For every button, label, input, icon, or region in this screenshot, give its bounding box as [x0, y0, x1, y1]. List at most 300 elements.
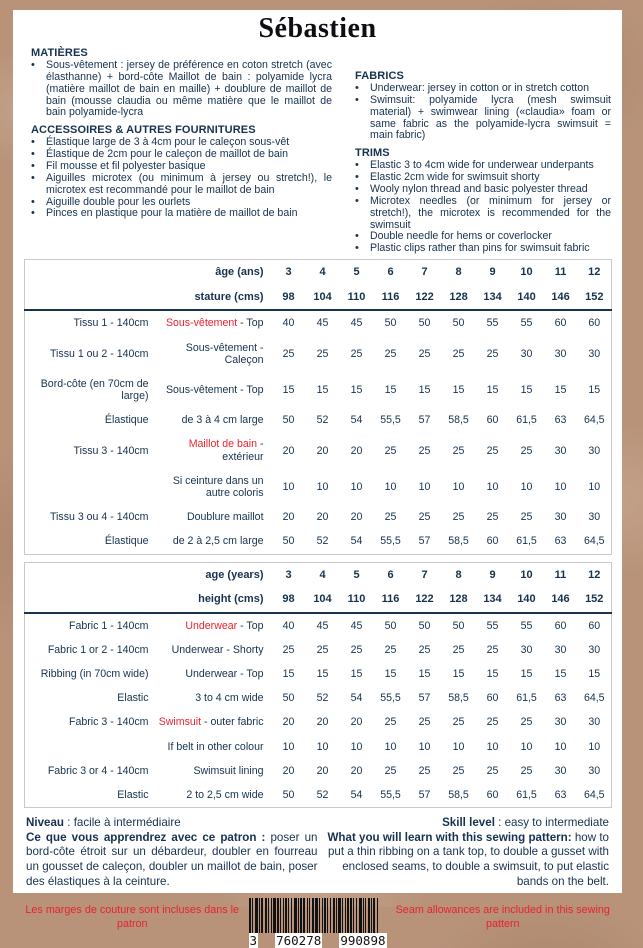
cell-value: 20	[316, 444, 329, 457]
barcode-bar	[298, 898, 299, 933]
header-value: 12	[588, 266, 601, 279]
row-description: de 2 à 2,5 cm large	[172, 535, 264, 548]
cell-value: 25	[486, 511, 499, 524]
english-materials-column	[332, 70, 611, 259]
fabrics-list	[348, 83, 611, 142]
table-row	[25, 408, 612, 432]
barcode-bar	[368, 898, 370, 933]
cell-value: 63	[554, 535, 567, 548]
cell-value: 30	[554, 347, 567, 360]
cell-value: 15	[384, 384, 397, 397]
row-description: 2 to 2,5 cm wide	[186, 789, 264, 801]
barcode	[249, 898, 387, 948]
row-label: Fabric 3 or 4 - 140cm	[47, 764, 149, 777]
cell-value: 25	[384, 444, 397, 457]
row-label	[25, 735, 157, 759]
row-label: Tissu 3 ou 4 - 140cm	[49, 511, 149, 524]
cell-value: 55,5	[380, 692, 401, 705]
matieres-list	[24, 60, 332, 119]
trims-list	[348, 160, 611, 255]
cell-value: 15	[282, 384, 295, 397]
cell-value: 20	[316, 511, 329, 524]
row-label: Ribbing (in 70cm wide)	[40, 668, 149, 681]
cell-value: 15	[520, 668, 533, 681]
barcode-bar	[303, 898, 305, 933]
barcode-digits	[249, 933, 387, 948]
learn-paragraph	[26, 831, 318, 889]
list-item: • Sous-vêtement : jersey de préférence en coton stretch (avec élasthanne) + bord-côte Maillot de bain : polyamide lycra (matière maillot de bain en maille) + doublure de maillot de bain (mousse claudia ou même matière que le maillot de bain polyamide-lycra	[24, 60, 332, 119]
header-value: 7	[421, 568, 428, 581]
matieres-heading: MATIÈRES	[31, 47, 88, 59]
header-value: 146	[551, 290, 570, 303]
cell-value: 30	[554, 444, 567, 457]
cell-value: 40	[282, 619, 295, 632]
cell-value: 25	[384, 716, 397, 729]
cell-value: 45	[350, 619, 363, 632]
trims-heading: TRIMS	[355, 147, 390, 160]
table-row	[25, 735, 612, 759]
table-row	[25, 432, 612, 468]
cell-value: 25	[520, 444, 533, 457]
barcode-bar	[307, 898, 308, 933]
barcode-bar	[327, 898, 328, 933]
list-item: • Underwear: jersey in cotton or in stretch cotton	[348, 83, 611, 95]
cell-value: 10	[452, 480, 465, 493]
list-item: • Élastique de 2cm pour le caleçon de maillot de bain	[24, 149, 332, 161]
cell-value: 15	[588, 668, 601, 681]
barcode-bar	[347, 898, 349, 933]
cell-value: 61,5	[516, 414, 537, 427]
cell-value: 20	[282, 444, 295, 457]
barcode-bar	[255, 898, 258, 933]
learn-label: What you will learn with this sewing pattern:	[327, 830, 572, 844]
cell-value: 30	[588, 716, 601, 729]
header-value: 4	[319, 266, 326, 279]
header-value: 146	[551, 593, 570, 606]
cell-value: 10	[350, 480, 363, 493]
table-row	[25, 710, 612, 734]
cell-value: 15	[554, 668, 567, 681]
cell-value: 25	[384, 764, 397, 777]
header-value: 7	[421, 266, 428, 279]
barcode-bar	[285, 898, 287, 933]
row-label	[25, 469, 157, 505]
cell-value: 64,5	[583, 692, 605, 705]
french-materials-column	[24, 47, 332, 259]
cell-value: 10	[350, 740, 363, 753]
cell-value: 10	[316, 480, 329, 493]
list-item: • Wooly nylon thread and basic polyester thread	[348, 184, 611, 196]
highlighted-term: Sous-vêtement	[165, 317, 238, 330]
cell-value: 52	[316, 414, 329, 427]
cell-value: 64,5	[583, 414, 605, 427]
header-value: 116	[381, 290, 400, 303]
cell-value: 20	[316, 716, 329, 729]
row-label: Elastic	[117, 789, 149, 801]
row-description: Underwear - Shorty	[171, 643, 264, 656]
header-value: 9	[489, 568, 496, 581]
row-description: Maillot de bain - extérieur	[188, 438, 264, 463]
list-item: • Double needle for hems or coverlocker	[348, 231, 611, 243]
cell-value: 15	[282, 668, 295, 681]
cell-value: 50	[282, 535, 295, 548]
accessoires-heading: ACCESSOIRES & AUTRES FOURNITURES	[31, 124, 256, 137]
page-title: Sébastien	[258, 13, 377, 44]
list-item: • Microtex needles (or minimum for jersey or stretch!), the microtex is recommended for the swimsuit	[348, 196, 611, 232]
cell-value: 25	[418, 347, 431, 360]
row-label: Tissu 1 - 140cm	[73, 317, 149, 330]
cell-value: 45	[316, 317, 329, 330]
size-table-english	[24, 562, 612, 809]
list-item: • Fil mousse et fil polyester basique	[24, 161, 332, 173]
header-label: height (cms)	[198, 593, 264, 606]
header-value: 11	[554, 266, 567, 279]
cell-value: 10	[588, 480, 601, 493]
cell-value: 30	[588, 764, 601, 777]
cell-value: 25	[486, 444, 499, 457]
cell-value: 55,5	[380, 414, 401, 427]
size-table-french	[24, 259, 612, 554]
cell-value: 55	[520, 619, 533, 632]
barcode-bar	[353, 898, 354, 933]
skill-level-english	[318, 816, 612, 889]
header-value: 128	[449, 290, 468, 303]
header-value: 152	[585, 593, 604, 606]
barcode-bar	[261, 898, 263, 933]
seam-note-french: Les marges de couture sont incluses dans le patron	[25, 904, 240, 930]
cell-value: 10	[554, 480, 567, 493]
header-value: 4	[319, 568, 326, 581]
cell-value: 30	[554, 511, 567, 524]
row-description: Swimsuit lining	[193, 764, 264, 777]
header-value: 3	[285, 568, 292, 581]
cell-value: 64,5	[583, 789, 605, 801]
list-item: • Swimsuit: polyamide lycra (mesh swimsuit material) + swimwear lining («claudia» foam or same fabric as the polyamide-lycra swimsuit = main fabric)	[348, 95, 611, 142]
cell-value: 20	[350, 716, 363, 729]
cell-value: 60	[486, 692, 499, 705]
cell-value: 25	[520, 716, 533, 729]
table-row	[25, 686, 612, 710]
header-value: 98	[282, 290, 295, 303]
cell-value: 60	[588, 317, 601, 330]
cell-value: 25	[384, 643, 397, 656]
row-description: Sous-vêtement - Top	[165, 384, 264, 397]
cell-value: 10	[486, 740, 499, 753]
cell-value: 25	[316, 347, 329, 360]
row-label: Fabric 1 or 2 - 140cm	[47, 643, 149, 656]
header-value: 104	[313, 593, 332, 606]
highlighted-term: Swimsuit	[158, 716, 202, 729]
cell-value: 20	[350, 444, 363, 457]
barcode-bar	[371, 898, 372, 933]
skill-level-line	[318, 816, 610, 831]
barcode-bar	[365, 898, 366, 933]
header-row	[25, 587, 612, 613]
cell-value: 15	[350, 384, 363, 397]
row-description: de 3 à 4 cm large	[181, 414, 264, 427]
cell-value: 25	[316, 643, 329, 656]
barcode-bar	[322, 898, 323, 933]
barcode-bar	[336, 898, 337, 933]
row-description: 3 to 4 cm wide	[195, 692, 264, 705]
barcode-bar	[330, 898, 331, 933]
fabrics-heading: FABRICS	[355, 70, 404, 82]
cell-value: 58,5	[448, 535, 469, 548]
cell-value: 30	[588, 444, 601, 457]
header-value: 8	[455, 266, 462, 279]
cell-value: 25	[486, 764, 499, 777]
row-label: Élastique	[104, 535, 149, 548]
header-value: 3	[285, 266, 292, 279]
barcode-bar	[277, 898, 279, 933]
table-row	[25, 638, 612, 662]
cell-value: 50	[452, 619, 465, 632]
barcode-bar	[356, 898, 357, 933]
cell-value: 30	[520, 347, 533, 360]
header-value: 6	[387, 266, 394, 279]
header-value: 122	[415, 290, 434, 303]
cell-value: 50	[384, 317, 397, 330]
barcode-bar	[359, 898, 362, 933]
barcode-bar	[309, 898, 310, 933]
header-value: 140	[517, 290, 536, 303]
header-value: 134	[483, 593, 502, 606]
cell-value: 54	[350, 789, 363, 801]
row-description: Sous-vêtement - Top	[165, 317, 264, 330]
cell-value: 50	[418, 317, 431, 330]
row-label: Tissu 1 ou 2 - 140cm	[49, 347, 149, 360]
cell-value: 30	[554, 716, 567, 729]
cell-value: 10	[520, 480, 533, 493]
cell-value: 15	[418, 668, 431, 681]
row-description: Sous-vêtement - Caleçon	[185, 341, 264, 366]
barcode-bar	[363, 898, 364, 933]
barcode-digit-group: 990898	[340, 933, 386, 948]
barcode-bar	[271, 898, 272, 933]
barcode-bar	[259, 898, 260, 933]
row-label: Tissu 3 - 140cm	[73, 444, 149, 457]
barcode-bar	[283, 898, 284, 933]
accessoires-list	[24, 137, 332, 220]
cell-value: 60	[486, 535, 499, 548]
table-row	[25, 783, 612, 808]
learn-text: how to put a thin ribbing on a tank top, to double a gusset with enclosed seams, to double a swimsuit, to put elastic bands on the belt.	[327, 830, 609, 888]
cell-value: 50	[282, 414, 295, 427]
header-value: 140	[517, 593, 536, 606]
cell-value: 25	[418, 764, 431, 777]
cell-value: 25	[282, 643, 295, 656]
row-description: Doublure maillot	[186, 511, 264, 524]
cell-value: 10	[316, 740, 329, 753]
cell-value: 58,5	[448, 789, 469, 801]
cell-value: 10	[418, 740, 431, 753]
cell-value: 61,5	[516, 789, 537, 801]
cell-value: 50	[282, 789, 295, 801]
header-value: 11	[554, 568, 567, 581]
cell-value: 60	[588, 619, 601, 632]
header-value: 10	[520, 568, 533, 581]
cell-value: 15	[520, 384, 533, 397]
header-value: 5	[353, 266, 360, 279]
cell-value: 25	[452, 764, 465, 777]
header-value: 110	[347, 290, 366, 303]
list-item: • Élastique large de 3 à 4cm pour le caleçon sous-vêt	[24, 137, 332, 149]
cell-value: 52	[316, 789, 329, 801]
list-item: • Elastic 2cm wide for swimsuit shorty	[348, 172, 611, 184]
cell-value: 10	[282, 480, 295, 493]
barcode-bar	[268, 898, 269, 933]
table-row	[25, 336, 612, 372]
cell-value: 10	[384, 740, 397, 753]
header-value: 8	[455, 568, 462, 581]
cell-value: 15	[316, 384, 329, 397]
cell-value: 50	[384, 619, 397, 632]
cell-value: 64,5	[583, 535, 605, 548]
barcode-bar	[294, 898, 297, 933]
cell-value: 15	[486, 384, 499, 397]
header-value: 10	[520, 266, 533, 279]
cell-value: 15	[554, 384, 567, 397]
cell-value: 63	[554, 692, 567, 705]
cell-value: 25	[350, 643, 363, 656]
cell-value: 15	[588, 384, 601, 397]
header-value: 5	[353, 568, 360, 581]
table-row	[25, 505, 612, 529]
row-label: Fabric 3 - 140cm	[69, 716, 149, 729]
cell-value: 57	[418, 789, 431, 801]
barcode-bar	[342, 898, 343, 933]
table-row	[25, 759, 612, 783]
cell-value: 25	[384, 511, 397, 524]
cell-value: 63	[554, 789, 567, 801]
cell-value: 54	[350, 414, 363, 427]
barcode-bar	[324, 898, 326, 933]
row-description: Underwear - Top	[185, 619, 264, 632]
barcode-digit-group: 3	[249, 933, 258, 948]
cell-value: 25	[418, 716, 431, 729]
cell-value: 25	[486, 643, 499, 656]
table-row	[25, 529, 612, 554]
cell-value: 60	[486, 789, 499, 801]
cell-value: 60	[554, 317, 567, 330]
list-item: • Aiguilles microtex (ou minimum à jersey ou stretch!), le microtex est recommandé pour le maillot de bain	[24, 173, 332, 197]
table-row	[25, 613, 612, 638]
cell-value: 15	[486, 668, 499, 681]
cell-value: 60	[486, 414, 499, 427]
cell-value: 25	[418, 643, 431, 656]
header-value: 122	[415, 593, 434, 606]
skill-level-line	[26, 816, 318, 831]
cell-value: 20	[282, 716, 295, 729]
header-row	[25, 285, 612, 311]
header-row	[25, 562, 612, 587]
cell-value: 40	[282, 317, 295, 330]
cell-value: 57	[418, 692, 431, 705]
row-label: Fabric 1 - 140cm	[69, 619, 149, 632]
cell-value: 57	[418, 414, 431, 427]
table-row	[25, 662, 612, 686]
row-description: Underwear - Top	[185, 668, 264, 681]
barcode-digit-group: 760278	[276, 933, 322, 948]
cell-value: 15	[316, 668, 329, 681]
cell-value: 15	[452, 668, 465, 681]
barcode-bar	[265, 898, 267, 933]
skill-level-french	[24, 816, 318, 889]
cell-value: 30	[588, 511, 601, 524]
cell-value: 50	[452, 317, 465, 330]
learn-text: poser un bord-côte étroit sur un débardeur, doubler en fourreau un gousset de caleçon, doubler un maillot de bain, poser des élastiques à la ceinture.	[26, 830, 318, 888]
cell-value: 15	[350, 668, 363, 681]
table-row	[25, 310, 612, 335]
barcode-bar	[300, 898, 302, 933]
skill-level-label: Skill level	[442, 816, 495, 830]
cell-value: 54	[350, 692, 363, 705]
list-item: • Plastic clips rather than pins for swimsuit fabric	[348, 243, 611, 255]
cell-value: 55	[486, 619, 499, 632]
cell-value: 61,5	[516, 692, 537, 705]
cell-value: 20	[282, 511, 295, 524]
row-label: Elastic	[117, 692, 149, 705]
cell-value: 10	[418, 480, 431, 493]
cell-value: 15	[418, 384, 431, 397]
cell-value: 25	[452, 511, 465, 524]
barcode-bar	[338, 898, 341, 933]
cell-value: 30	[520, 643, 533, 656]
highlighted-term: Maillot de bain	[188, 438, 258, 451]
cell-value: 15	[384, 668, 397, 681]
learn-paragraph	[318, 831, 610, 889]
header-value: 134	[483, 290, 502, 303]
cell-value: 25	[520, 764, 533, 777]
cell-value: 25	[486, 716, 499, 729]
header-value: 116	[381, 593, 400, 606]
list-item: • Elastic 3 to 4cm wide for underwear underpants	[348, 160, 611, 172]
cell-value: 30	[554, 764, 567, 777]
row-description: If belt in other colour	[167, 740, 264, 753]
header-label: age (years)	[205, 568, 264, 581]
cell-value: 57	[418, 535, 431, 548]
cell-value: 10	[452, 740, 465, 753]
header-value: 6	[387, 568, 394, 581]
cell-value: 20	[350, 764, 363, 777]
cell-value: 10	[554, 740, 567, 753]
pattern-card	[13, 10, 622, 948]
highlighted-term: Underwear	[185, 619, 238, 632]
cell-value: 50	[418, 619, 431, 632]
cell-value: 55	[520, 317, 533, 330]
cell-value: 20	[350, 511, 363, 524]
row-label: Bord-côte (en 70cm de large)	[40, 377, 149, 403]
cell-value: 25	[282, 347, 295, 360]
barcode-bar	[319, 898, 320, 933]
cell-value: 25	[452, 347, 465, 360]
learn-label: Ce que vous apprendrez avec ce patron :	[26, 830, 266, 844]
cell-value: 20	[316, 764, 329, 777]
skill-level-value: : easy to intermediate	[494, 816, 609, 830]
barcode-bar	[350, 898, 352, 933]
cell-value: 45	[350, 317, 363, 330]
barcode-bar	[291, 898, 292, 933]
cell-value: 10	[384, 480, 397, 493]
cell-value: 60	[554, 619, 567, 632]
row-description: Si ceinture dans un autre coloris	[172, 474, 264, 499]
cell-value: 30	[588, 347, 601, 360]
cell-value: 25	[452, 643, 465, 656]
cell-value: 20	[282, 764, 295, 777]
header-value: 104	[313, 290, 332, 303]
bottom-row	[24, 898, 611, 948]
barcode-bar	[345, 898, 346, 933]
